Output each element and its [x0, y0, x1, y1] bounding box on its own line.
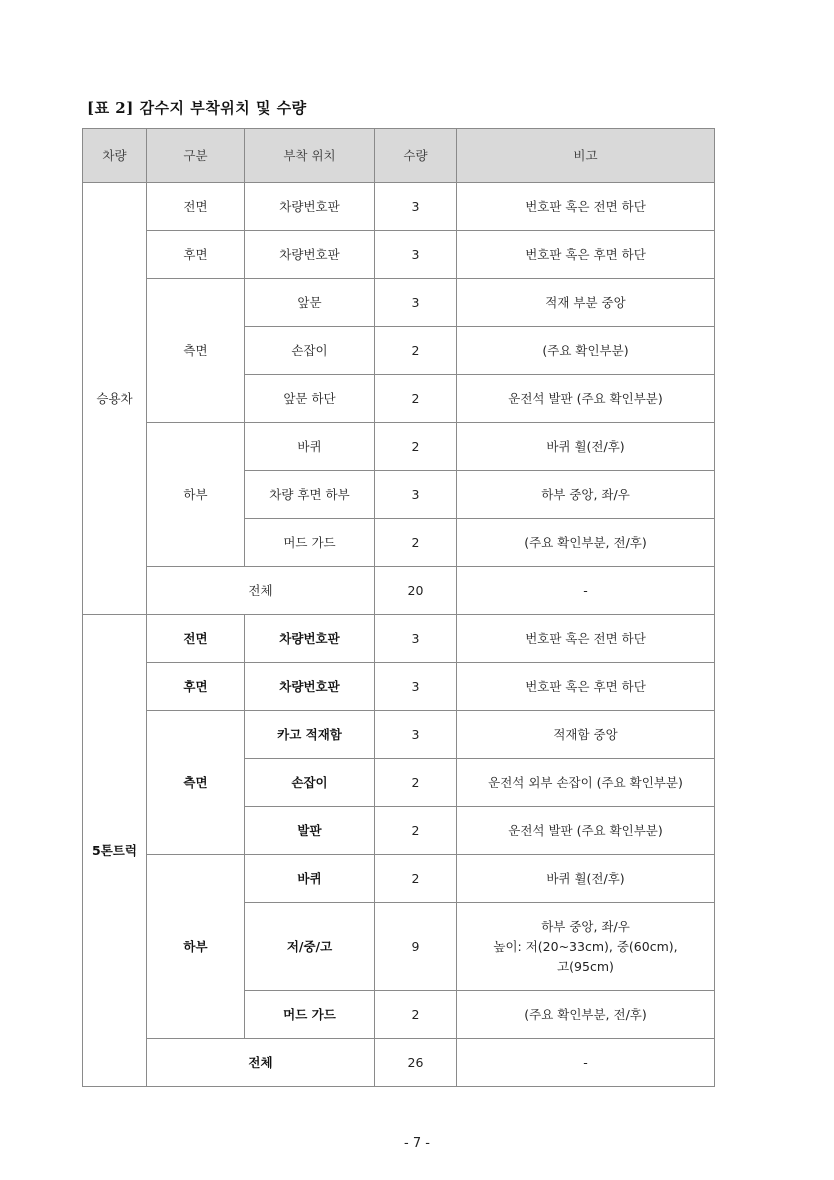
position-cell: 차량번호판 — [245, 231, 375, 279]
category-cell: 하부 — [147, 423, 245, 567]
header-note: 비고 — [457, 129, 715, 183]
note-line: 하부 중앙, 좌/우 — [541, 918, 630, 934]
table-row — [83, 615, 715, 663]
quantity-cell: 3 — [375, 711, 457, 759]
category-cell: 후면 — [147, 231, 245, 279]
header-position: 부착 위치 — [245, 129, 375, 183]
note-cell: 운전석 발판 (주요 확인부분) — [457, 807, 715, 855]
total-quantity-cell: 20 — [375, 567, 457, 615]
quantity-cell: 2 — [375, 519, 457, 567]
table-row — [83, 711, 715, 759]
header-category: 구분 — [147, 129, 245, 183]
position-cell: 바퀴 — [245, 855, 375, 903]
position-cell: 차량번호판 — [245, 663, 375, 711]
quantity-cell: 2 — [375, 423, 457, 471]
table-row — [83, 855, 715, 903]
quantity-cell: 2 — [375, 327, 457, 375]
table-row — [83, 423, 715, 471]
total-row — [83, 1039, 715, 1087]
position-cell: 머드 가드 — [245, 991, 375, 1039]
note-cell: 적재 부분 중앙 — [457, 279, 715, 327]
position-cell: 차량번호판 — [245, 615, 375, 663]
category-cell: 전면 — [147, 183, 245, 231]
total-note-cell: - — [457, 567, 715, 615]
table-title: [표 2] 감수지 부착위치 및 수량 — [87, 99, 307, 117]
note-cell: 운전석 외부 손잡이 (주요 확인부분) — [457, 759, 715, 807]
total-label-cell: 전체 — [147, 567, 375, 615]
quantity-cell: 2 — [375, 855, 457, 903]
note-cell: 번호판 혹은 후면 하단 — [457, 663, 715, 711]
total-row — [83, 567, 715, 615]
position-cell: 저/중/고 — [245, 903, 375, 991]
position-cell: 앞문 하단 — [245, 375, 375, 423]
page-number: - 7 - — [404, 1136, 430, 1151]
quantity-cell: 3 — [375, 663, 457, 711]
quantity-cell: 3 — [375, 231, 457, 279]
vehicle-cell: 승용차 — [83, 183, 147, 615]
position-cell: 손잡이 — [245, 759, 375, 807]
note-cell: 바퀴 휠(전/후) — [457, 423, 715, 471]
category-cell: 전면 — [147, 615, 245, 663]
note-cell: 하부 중앙, 좌/우 — [457, 471, 715, 519]
quantity-cell: 9 — [375, 903, 457, 991]
quantity-cell: 3 — [375, 183, 457, 231]
table-row — [83, 663, 715, 711]
note-cell: 번호판 혹은 후면 하단 — [457, 231, 715, 279]
note-line: 높이: 저(20~33cm), 중(60cm), — [493, 938, 678, 954]
total-label-cell: 전체 — [147, 1039, 375, 1087]
quantity-cell: 3 — [375, 471, 457, 519]
position-cell: 차량 후면 하부 — [245, 471, 375, 519]
quantity-cell: 2 — [375, 375, 457, 423]
quantity-cell: 2 — [375, 759, 457, 807]
header-vehicle: 차량 — [83, 129, 147, 183]
note-cell: (주요 확인부분, 전/후) — [457, 519, 715, 567]
position-cell: 발판 — [245, 807, 375, 855]
vehicle-cell: 5톤트럭 — [83, 615, 147, 1087]
position-cell: 앞문 — [245, 279, 375, 327]
attachment-table — [82, 128, 715, 1087]
table-row — [83, 231, 715, 279]
position-cell: 차량번호판 — [245, 183, 375, 231]
note-line: 고(95cm) — [557, 958, 614, 974]
quantity-cell: 2 — [375, 991, 457, 1039]
note-cell: (주요 확인부분, 전/후) — [457, 991, 715, 1039]
category-cell: 측면 — [147, 279, 245, 423]
note-cell-multiline — [457, 903, 715, 991]
category-cell: 측면 — [147, 711, 245, 855]
total-quantity-cell: 26 — [375, 1039, 457, 1087]
note-cell: 번호판 혹은 전면 하단 — [457, 615, 715, 663]
table-row — [83, 183, 715, 231]
note-cell: 운전석 발판 (주요 확인부분) — [457, 375, 715, 423]
quantity-cell: 3 — [375, 279, 457, 327]
category-cell: 하부 — [147, 855, 245, 1039]
note-cell: 바퀴 휠(전/후) — [457, 855, 715, 903]
quantity-cell: 2 — [375, 807, 457, 855]
table-header-row — [83, 129, 715, 183]
position-cell: 바퀴 — [245, 423, 375, 471]
quantity-cell: 3 — [375, 615, 457, 663]
category-cell: 후면 — [147, 663, 245, 711]
note-cell: (주요 확인부분) — [457, 327, 715, 375]
table-row — [83, 279, 715, 327]
position-cell: 카고 적재함 — [245, 711, 375, 759]
position-cell: 손잡이 — [245, 327, 375, 375]
note-cell: 번호판 혹은 전면 하단 — [457, 183, 715, 231]
note-cell: 적재함 중앙 — [457, 711, 715, 759]
header-quantity: 수량 — [375, 129, 457, 183]
position-cell: 머드 가드 — [245, 519, 375, 567]
total-note-cell: - — [457, 1039, 715, 1087]
